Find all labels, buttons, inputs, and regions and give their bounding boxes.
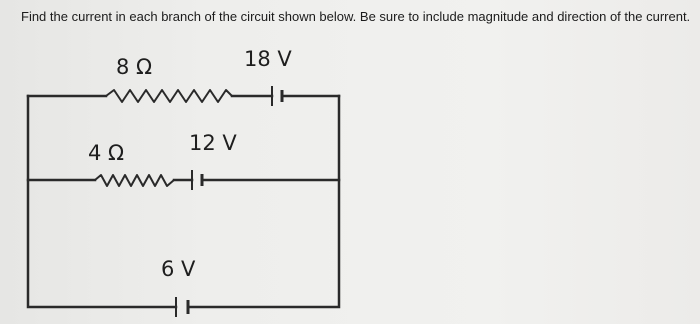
label-12v: 12 V xyxy=(189,131,237,155)
label-6v: 6 V xyxy=(161,257,196,281)
resistor-4ohm xyxy=(95,175,174,186)
label-18v: 18 V xyxy=(244,47,292,71)
wire-bottom-right xyxy=(188,96,339,307)
wire-left-bottom xyxy=(28,96,176,307)
battery-6v xyxy=(176,297,188,317)
question-text: Find the current in each branch of the circuit shown below. Be sure to include magnitude and direction of the current. xyxy=(21,9,691,24)
label-8ohm: 8 Ω xyxy=(116,55,153,79)
label-4ohm: 4 Ω xyxy=(88,141,125,165)
battery-18v xyxy=(272,86,282,106)
resistor-8ohm xyxy=(106,90,232,102)
battery-12v xyxy=(192,170,202,190)
